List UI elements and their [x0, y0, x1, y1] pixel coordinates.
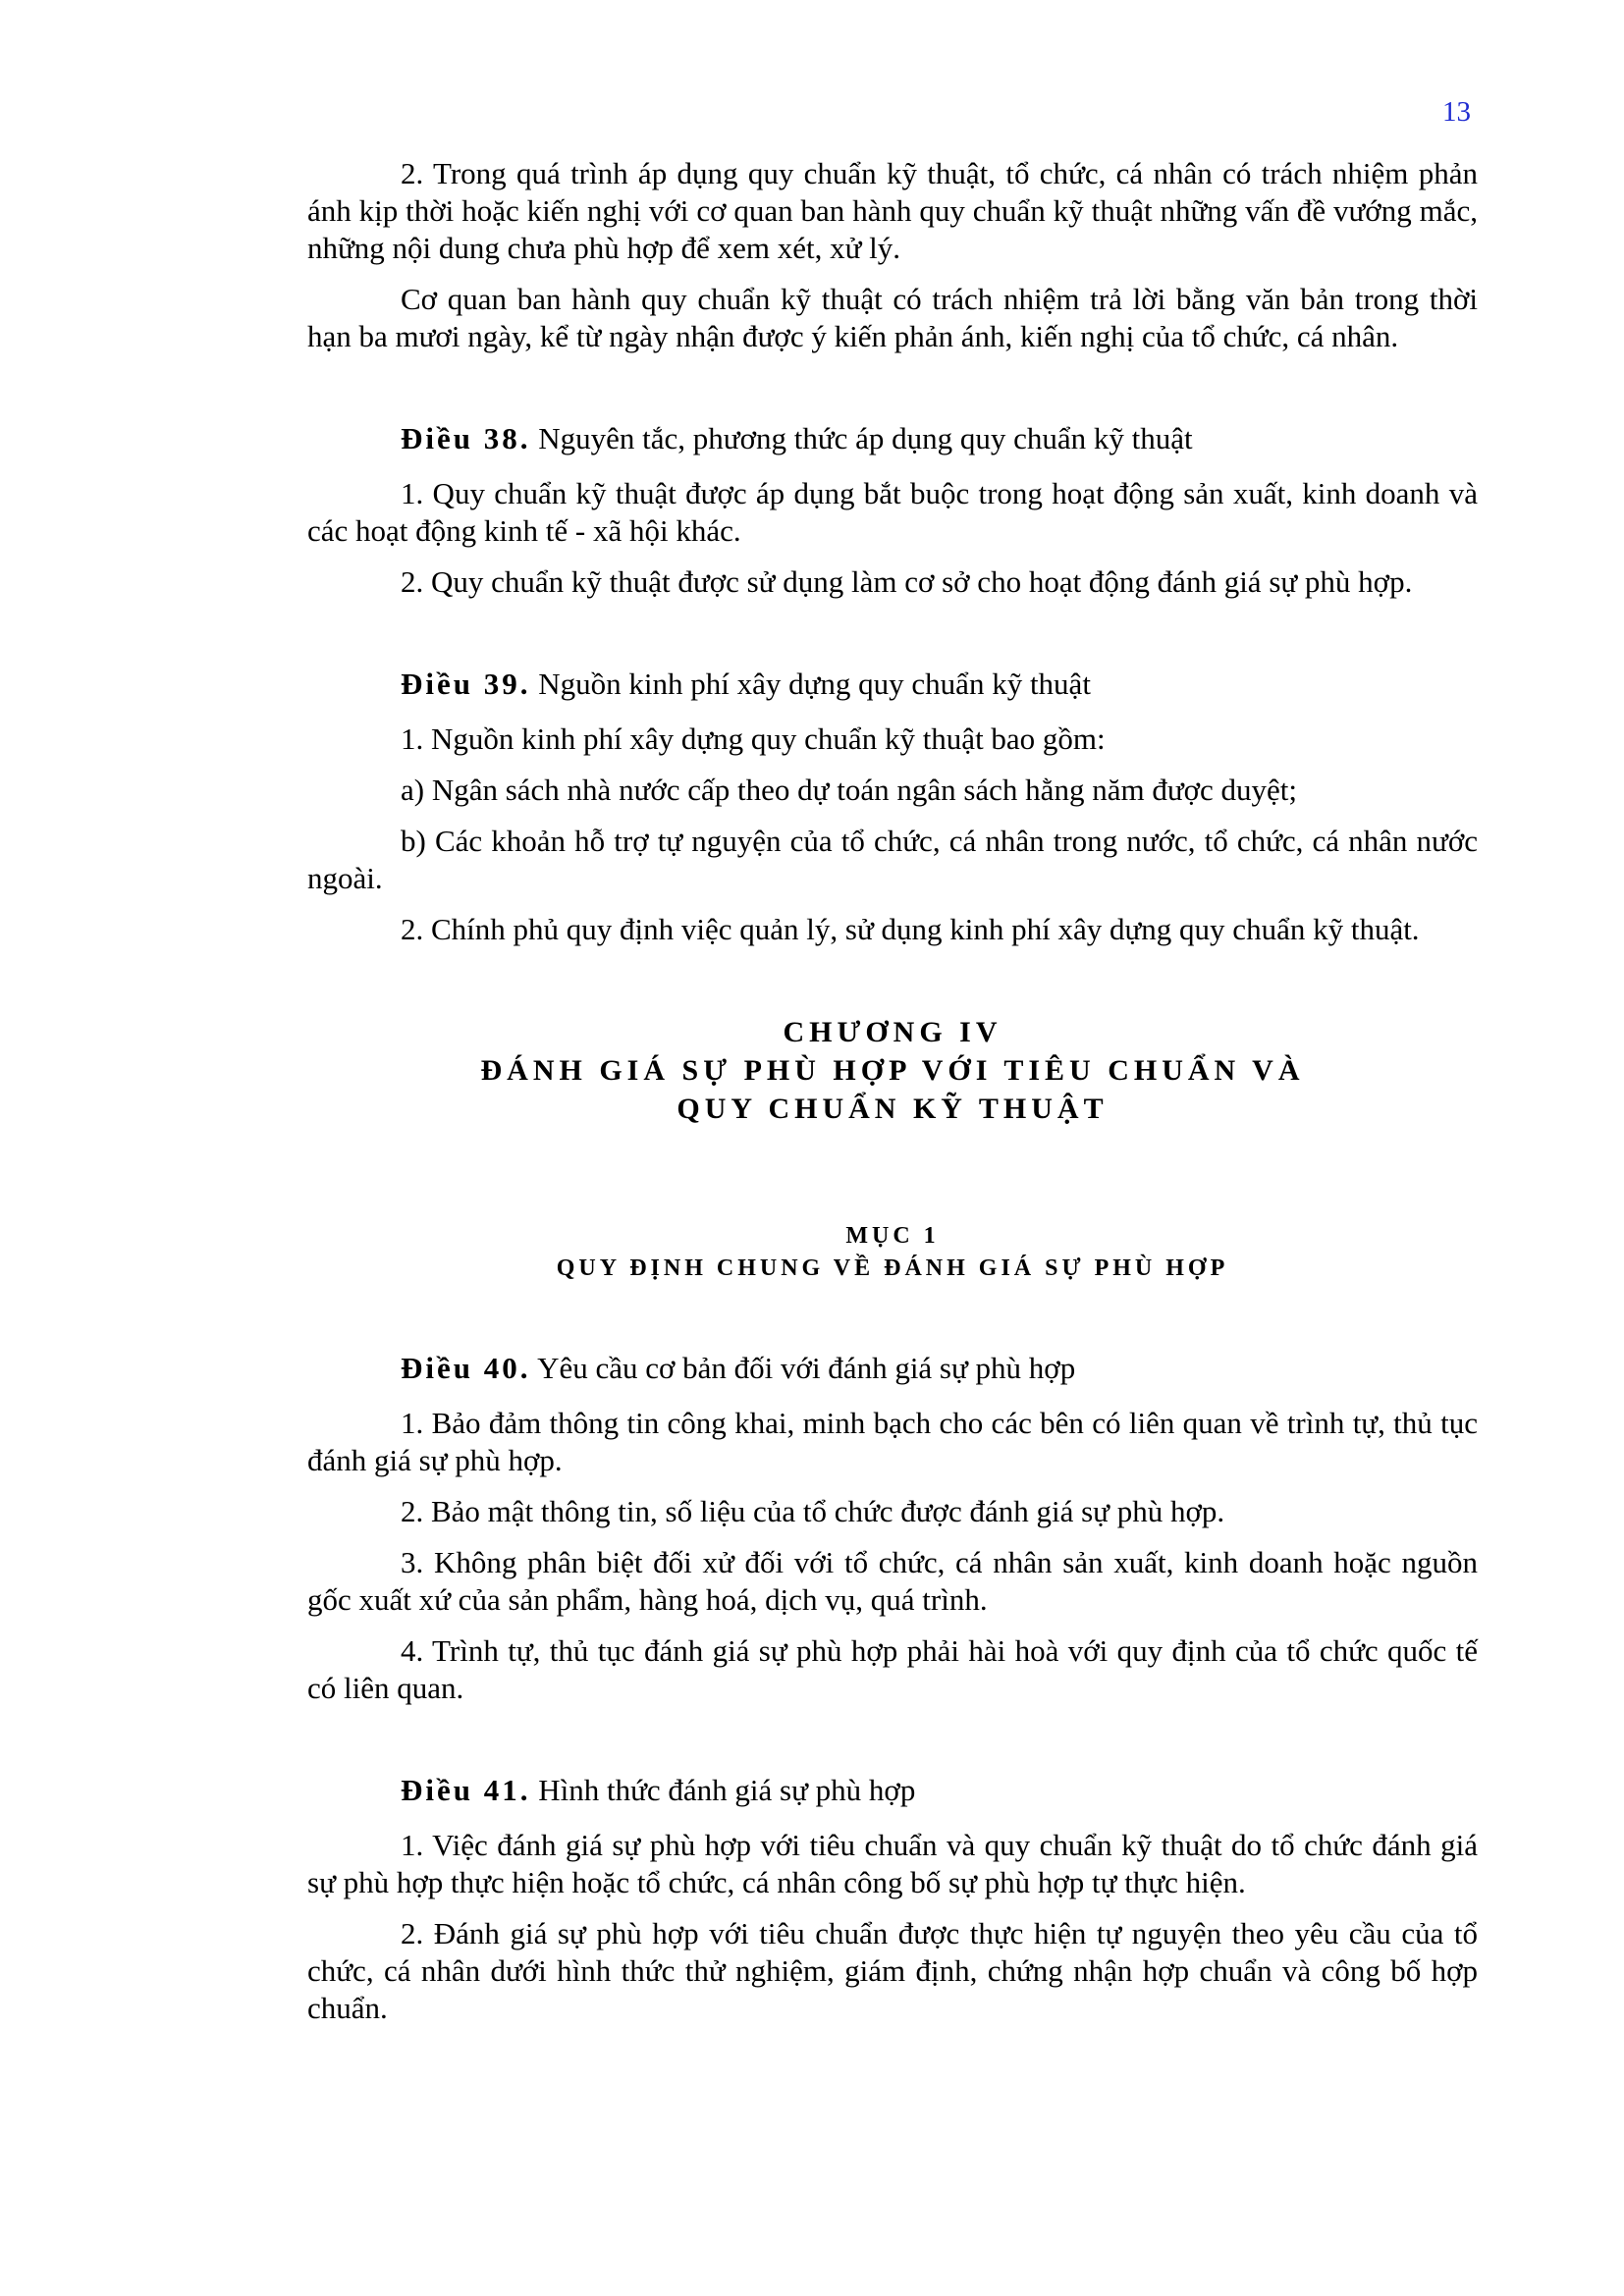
paragraph: 1. Việc đánh giá sự phù hợp với tiêu chuẩn và quy chuẩn kỹ thuật do tổ chức đánh giá sự phù hợp thực hiện hoặc tổ chức, cá nhân công bố sự phù hợp tự thực hiện.: [307, 1828, 1478, 1899]
article-heading: [307, 1350, 1478, 1387]
article-heading: [307, 1772, 1478, 1809]
article-number: Điều 38.: [401, 421, 531, 455]
chapter-heading-line: QUY CHUẨN KỸ THUẬT: [677, 1093, 1109, 1125]
document-body: [307, 155, 1478, 2041]
paragraph: 2. Trong quá trình áp dụng quy chuẩn kỹ thuật, tổ chức, cá nhân có trách nhiệm phản ánh kịp thời hoặc kiến nghị với cơ quan ban hành quy chuẩn kỹ thuật những vấn đề vướng mắc, những nội dung chưa phù hợp để xem xét, xử lý.: [307, 156, 1478, 265]
chapter-heading-line: CHƯƠNG IV: [783, 1016, 1002, 1048]
paragraph: b) Các khoản hỗ trợ tự nguyện của tổ chức, cá nhân trong nước, tổ chức, cá nhân nước ngoài.: [307, 824, 1478, 895]
article-title: Yêu cầu cơ bản đối với đánh giá sự phù hợp: [537, 1351, 1076, 1385]
article-number: Điều 40.: [401, 1351, 531, 1385]
paragraph: Cơ quan ban hành quy chuẩn kỹ thuật có trách nhiệm trả lời bằng văn bản trong thời hạn ba mươi ngày, kể từ ngày nhận được ý kiến phản ánh, kiến nghị của tổ chức, cá nhân.: [307, 282, 1478, 353]
article-number: Điều 39.: [401, 667, 531, 701]
section-heading-line: QUY ĐỊNH CHUNG VỀ ĐÁNH GIÁ SỰ PHÙ HỢP: [556, 1255, 1229, 1281]
section-heading: [307, 1220, 1478, 1285]
article-heading: [307, 666, 1478, 703]
chapter-heading-line: ĐÁNH GIÁ SỰ PHÙ HỢP VỚI TIÊU CHUẨN VÀ: [480, 1054, 1305, 1087]
paragraph: 2. Đánh giá sự phù hợp với tiêu chuẩn được thực hiện tự nguyện theo yêu cầu của tổ chức, cá nhân dưới hình thức thử nghiệm, giám định, chứng nhận hợp chuẩn và công bố hợp chuẩn.: [307, 1916, 1478, 2025]
article-heading: [307, 420, 1478, 457]
paragraph: 4. Trình tự, thủ tục đánh giá sự phù hợp phải hài hoà với quy định của tổ chức quốc tế có liên quan.: [307, 1633, 1478, 1705]
chapter-heading: [307, 1013, 1478, 1128]
paragraph: 2. Quy chuẩn kỹ thuật được sử dụng làm cơ sở cho hoạt động đánh giá sự phù hợp.: [401, 564, 1413, 599]
article-title: Hình thức đánh giá sự phù hợp: [538, 1773, 916, 1807]
paragraph: a) Ngân sách nhà nước cấp theo dự toán ngân sách hằng năm được duyệt;: [401, 773, 1298, 807]
paragraph: 2. Bảo mật thông tin, số liệu của tổ chức được đánh giá sự phù hợp.: [401, 1494, 1225, 1528]
paragraph: 1. Bảo đảm thông tin công khai, minh bạch cho các bên có liên quan về trình tự, thủ tục đánh giá sự phù hợp.: [307, 1406, 1478, 1477]
paragraph: 3. Không phân biệt đối xử đối với tổ chức, cá nhân sản xuất, kinh doanh hoặc nguồn gốc xuất xứ của sản phẩm, hàng hoá, dịch vụ, quá trình.: [307, 1545, 1478, 1617]
article-title: Nguồn kinh phí xây dựng quy chuẩn kỹ thuật: [538, 667, 1091, 701]
article-number: Điều 41.: [401, 1773, 531, 1807]
paragraph: 1. Nguồn kinh phí xây dựng quy chuẩn kỹ thuật bao gồm:: [401, 721, 1106, 756]
article-title: Nguyên tắc, phương thức áp dụng quy chuẩn kỹ thuật: [538, 421, 1193, 455]
section-heading-line: MỤC 1: [845, 1223, 940, 1249]
paragraph: 1. Quy chuẩn kỹ thuật được áp dụng bắt buộc trong hoạt động sản xuất, kinh doanh và các hoạt động kinh tế - xã hội khác.: [307, 476, 1478, 548]
paragraph: 2. Chính phủ quy định việc quản lý, sử dụng kinh phí xây dựng quy chuẩn kỹ thuật.: [401, 912, 1420, 946]
page-number: 13: [1442, 96, 1471, 128]
